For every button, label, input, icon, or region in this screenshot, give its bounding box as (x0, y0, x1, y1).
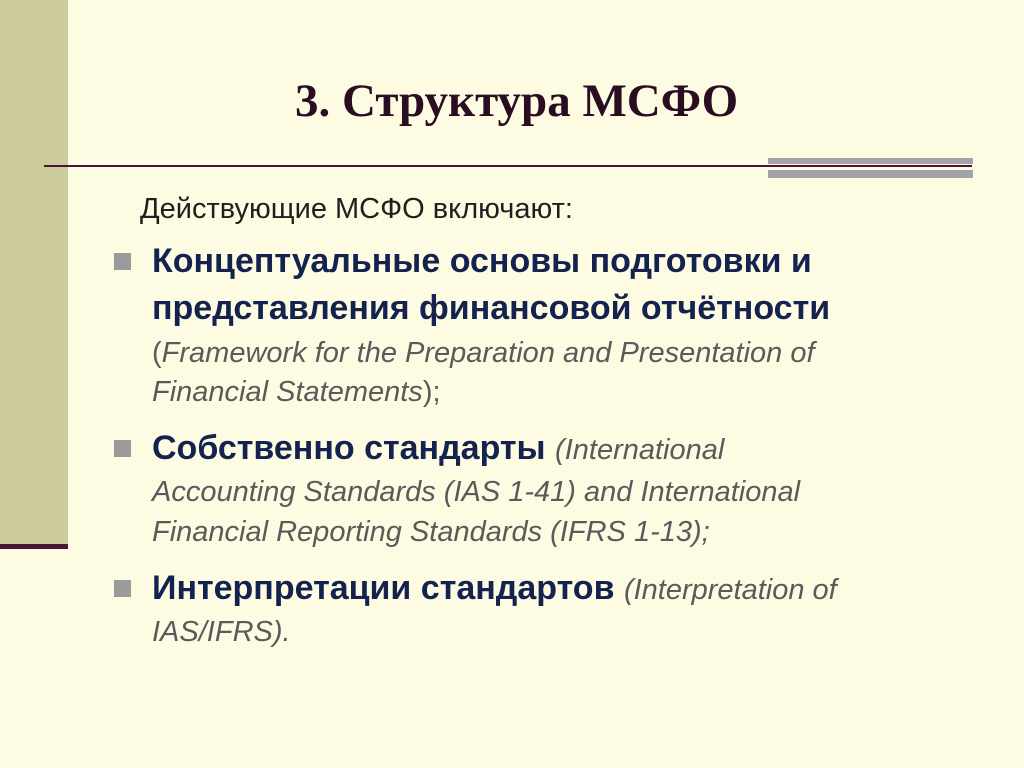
bullet-2-line-1 (152, 427, 724, 471)
accent-bar-bottom (768, 170, 973, 178)
close-paren: ); (422, 376, 441, 408)
english-text: Financial Statements (152, 376, 423, 408)
bullet-2-bold: Собственно стандарты (152, 429, 546, 467)
bullet-square-icon (114, 440, 131, 457)
bullet-square-icon (114, 580, 131, 597)
side-band (0, 0, 68, 546)
bullet-2-english-line-3: Financial Reporting Standards (IFRS 1-13); (152, 516, 710, 548)
intro-text: Действующие МСФО включают: (140, 193, 573, 225)
bullet-3-line-1 (152, 567, 837, 611)
bullet-1-bold-line-2: представления финансовой отчётности (152, 289, 831, 327)
bullet-3-english-1: (Interpretation of (623, 574, 837, 606)
bullet-2-english-line-2: Accounting Standards (IAS 1-41) and International (152, 476, 801, 508)
open-paren: ( (152, 337, 162, 369)
bullet-3-english-line-2: IAS/IFRS). (152, 616, 291, 648)
title-rule (44, 165, 972, 167)
bullet-1-english-line-1 (152, 334, 815, 372)
english-text: Framework for the Preparation and Presentation of (161, 337, 815, 369)
bullet-1-english-line-2 (152, 373, 441, 411)
bullet-2-english-1: (International (555, 434, 725, 466)
bullet-1-bold-line-1: Концептуальные основы подготовки и (152, 242, 812, 280)
bullet-square-icon (114, 253, 131, 270)
bullet-3-bold: Интерпретации стандартов (152, 569, 615, 607)
slide-title: 3. Структура МСФО (295, 75, 739, 127)
side-rule (0, 544, 68, 549)
accent-bar-top (768, 158, 973, 164)
